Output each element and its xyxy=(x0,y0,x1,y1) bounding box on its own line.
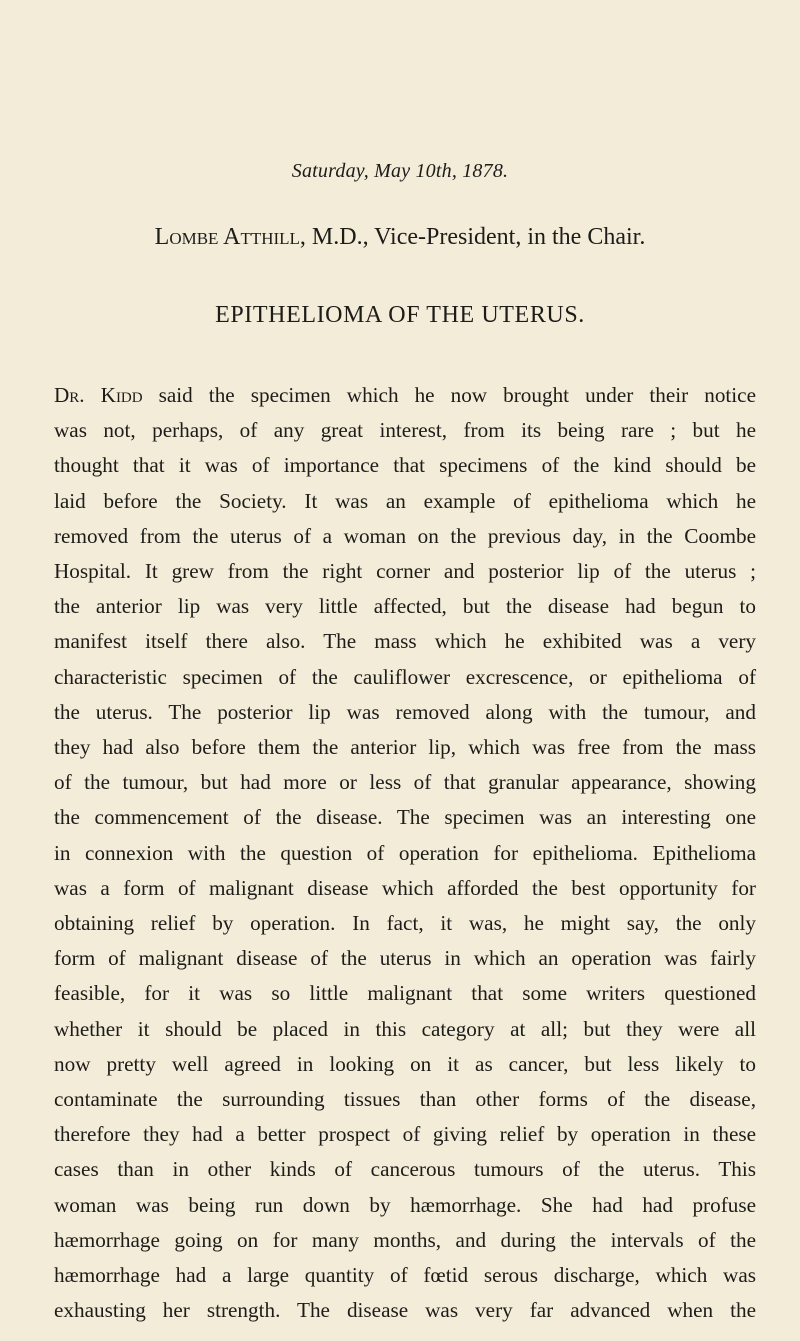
text-line: was a form of malignant disease which afforded the best opportunity for xyxy=(54,875,756,900)
text-line: they had also before them the anterior lip, which was free from the mass xyxy=(54,735,756,760)
text-line: whether it should be placed in this category at all; but they were all xyxy=(54,1016,756,1041)
text-line: feasible, for it was so little malignant that some writers questioned xyxy=(54,981,756,1006)
text-line: of the tumour, but had more or less of that granular appearance, showing xyxy=(54,770,756,795)
text-line: obtaining relief by operation. In fact, it was, he might say, the only xyxy=(54,911,756,936)
chair-role: , M.D., Vice-President, in the Chair. xyxy=(299,224,646,250)
speaker-name: Dr. Kidd xyxy=(54,383,143,407)
text-line: Hospital. It grew from the right corner and posterior lip of the uterus ; xyxy=(54,559,756,584)
chair-name: Lombe Atthill xyxy=(154,224,300,250)
text-line: laid before the Society. It was an example of epithelioma which he xyxy=(54,488,756,513)
text-line: in connexion with the question of operation for epithelioma. Epithelioma xyxy=(54,840,756,865)
first-line-text: said the specimen which he now brought under their notice xyxy=(142,383,756,407)
text-line: exhausting her strength. The disease was very far advanced when the xyxy=(54,1298,756,1323)
text-line: now pretty well agreed in looking on it as cancer, but less likely to xyxy=(54,1051,756,1076)
text-line xyxy=(54,378,756,413)
text-line: characteristic specimen of the cauliflower excrescence, or epithelioma of xyxy=(54,664,756,689)
body-paragraph xyxy=(54,378,756,1328)
text-line: hæmorrhage had a large quantity of fœtid serous discharge, which was xyxy=(54,1263,756,1288)
text-line: the commencement of the disease. The specimen was an interesting one xyxy=(54,805,756,830)
text-line: cases than in other kinds of cancerous tumours of the uterus. This xyxy=(54,1157,756,1182)
text-line: was not, perhaps, of any great interest, from its being rare ; but he xyxy=(54,418,756,443)
text-line: the uterus. The posterior lip was removed along with the tumour, and xyxy=(54,699,756,724)
chair-line xyxy=(0,224,800,251)
text-line: removed from the uterus of a woman on the previous day, in the Coombe xyxy=(54,523,756,548)
meeting-date: Saturday, May 10th, 1878. xyxy=(291,160,509,182)
text-line: hæmorrhage going on for many months, and during the intervals of the xyxy=(54,1227,756,1252)
section-title: EPITHELIOMA OF THE UTERUS. xyxy=(215,302,585,328)
text-line: therefore they had a better prospect of giving relief by operation in these xyxy=(54,1122,756,1147)
text-line: thought that it was of importance that specimens of the kind should be xyxy=(54,453,756,478)
text-line: manifest itself there also. The mass which he exhibited was a very xyxy=(54,629,756,654)
text-line: woman was being run down by hæmorrhage. She had had profuse xyxy=(54,1192,756,1217)
text-line: contaminate the surrounding tissues than other forms of the disease, xyxy=(54,1087,756,1112)
text-line: the anterior lip was very little affected, but the disease had begun to xyxy=(54,594,756,619)
text-line: form of malignant disease of the uterus in which an operation was fairly xyxy=(54,946,756,971)
